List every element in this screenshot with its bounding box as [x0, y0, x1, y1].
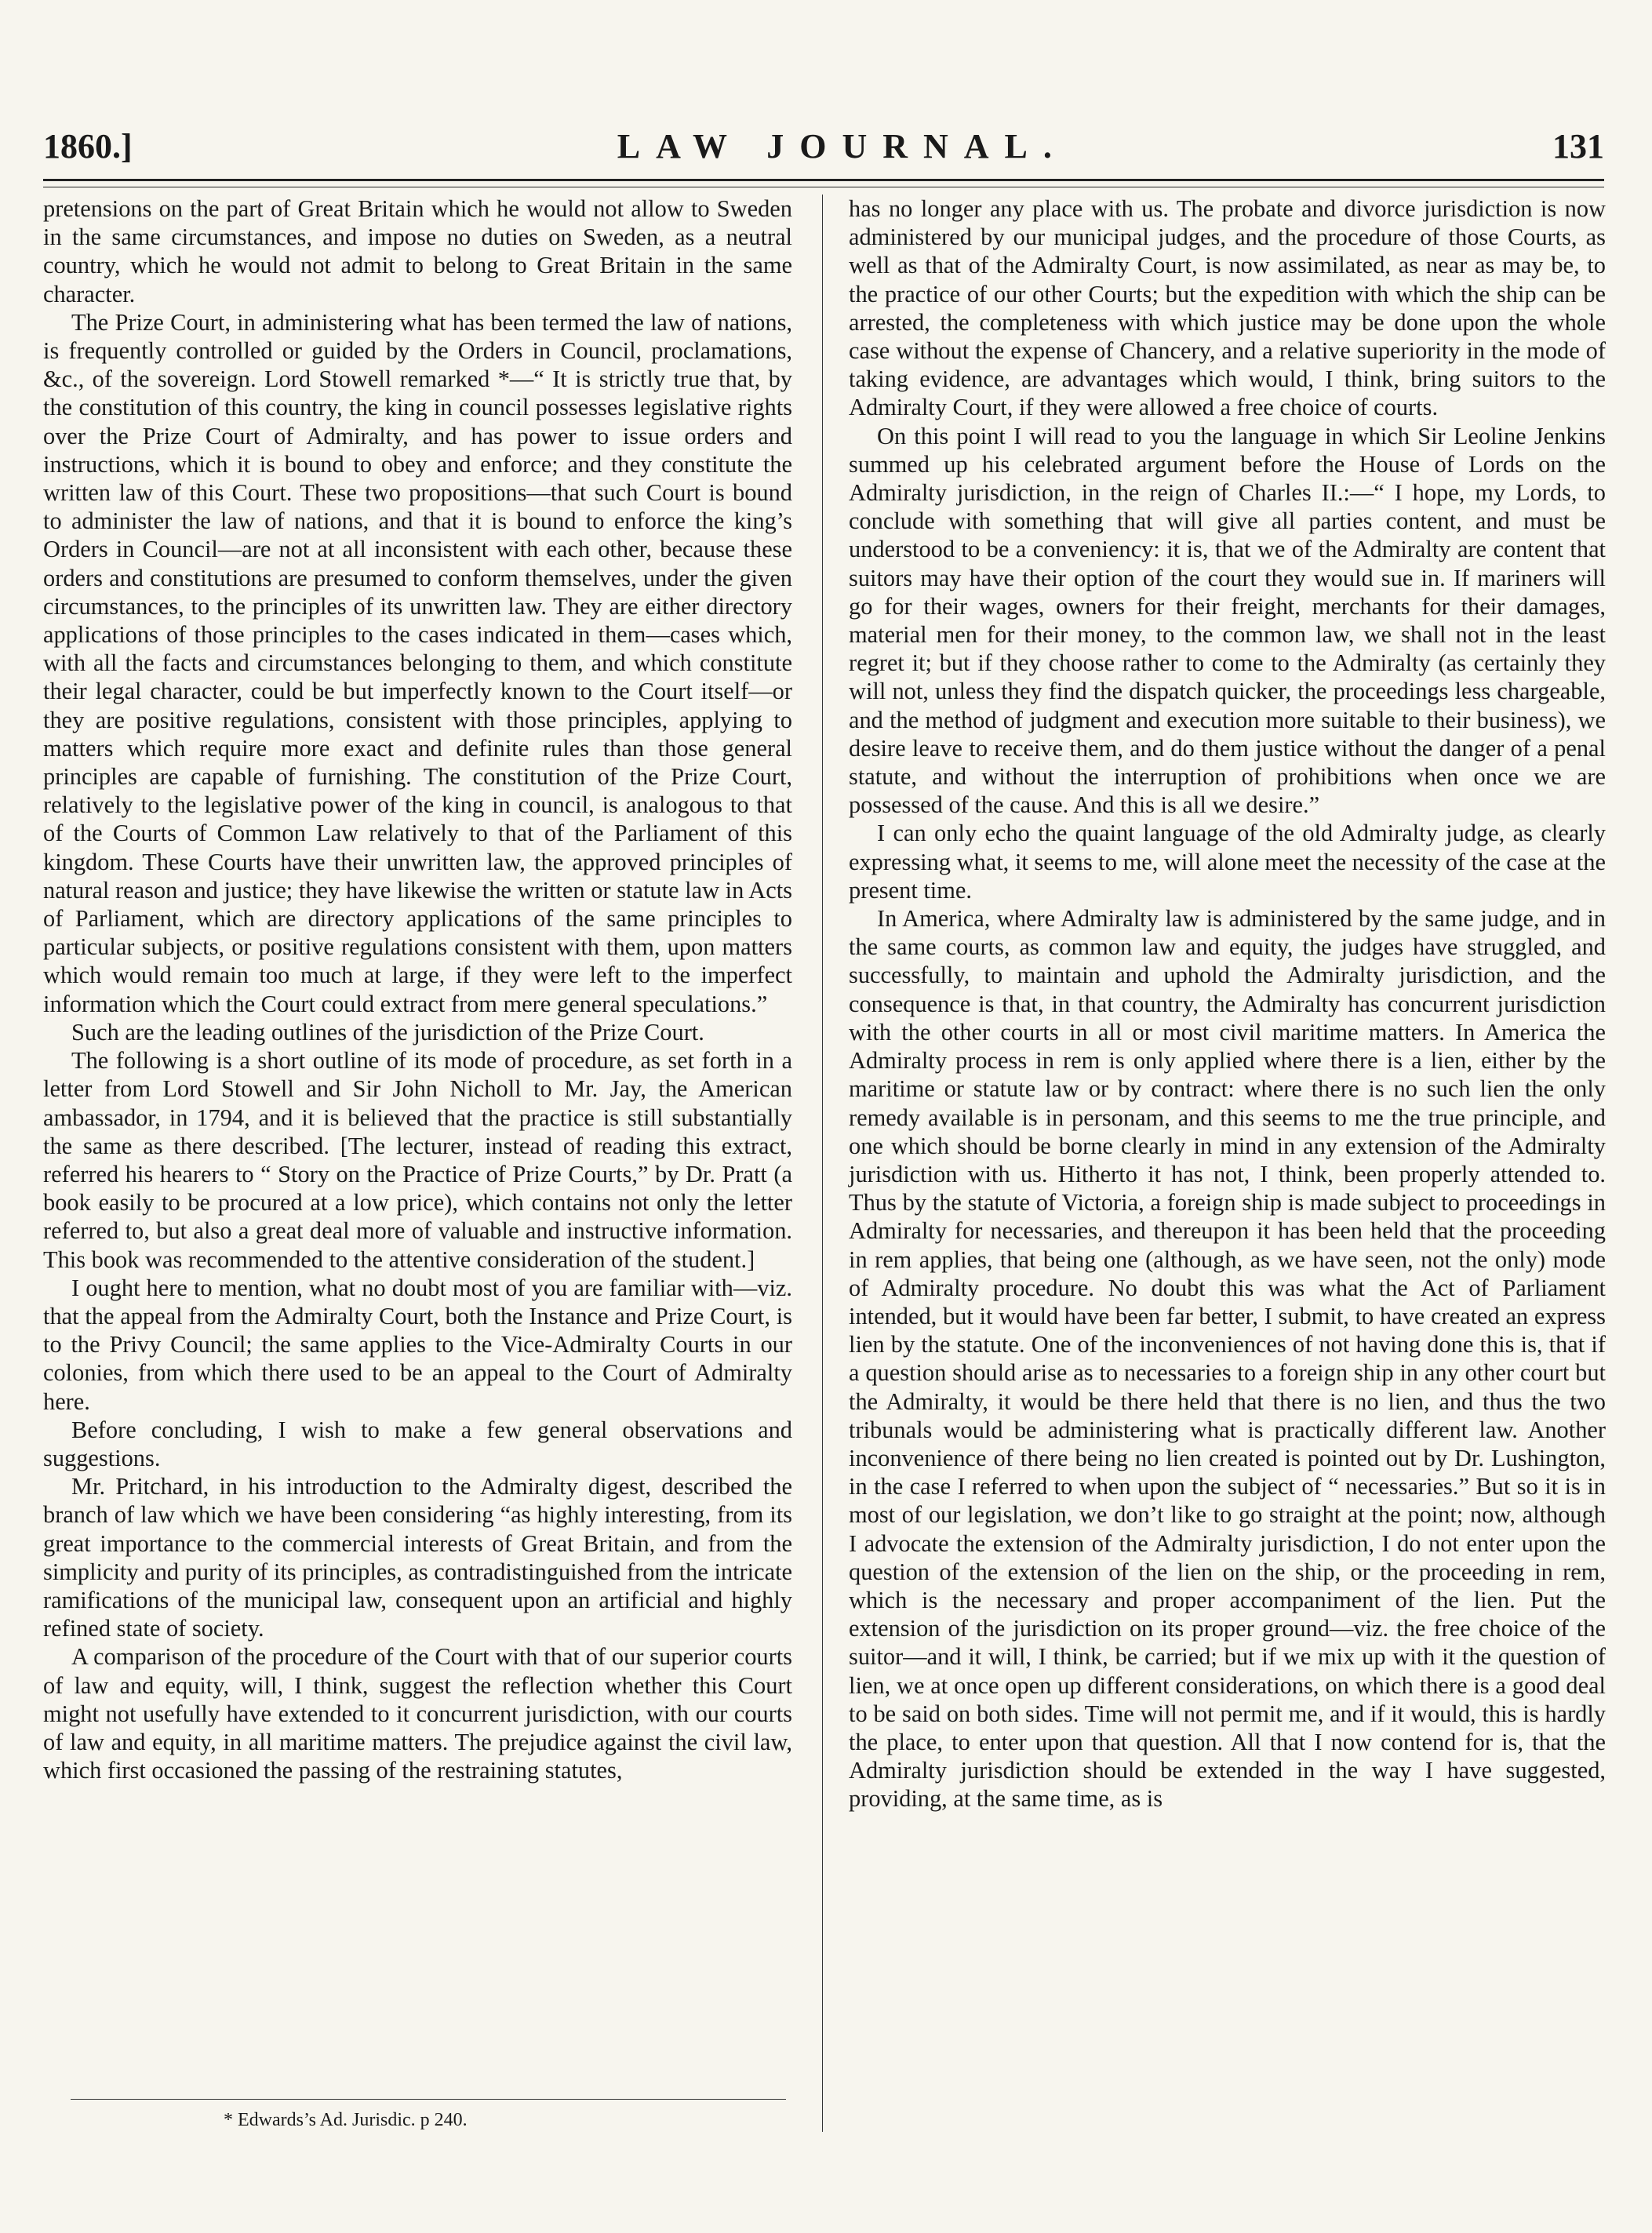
left-paragraph-4: The following is a short outline of its mode of procedure, as set forth in a letter from Lord Stowell and Sir John Nicholl to Mr. Jay, the American ambassador, in 1794, and it is believed that the practice is still substantially the same as there described. [The lecturer, instead of reading this extract, referred his hearers to “ Story on the Practice of Prize Courts,” by Dr. Pratt (a book easily to be procured at a low price), which contains not only the letter referred to, but also a great deal more of valuable and instructive information. This book was recommended to the attentive consideration of the student.] [43, 1047, 792, 1273]
right-paragraph-1: has no longer any place with us. The probate and divorce jurisdiction is now administered by our municipal judges, and the procedure of those Courts, as well as that of the Admiralty Court, is now assimilated, as near as may be, to the practice of our other Courts; but the expedition with which the ship can be arrested, the completeness with which justice may be done upon the whole case without the expense of Chancery, and a relative superiority in the mode of taking evidence, are advantages which would, I think, bring suitors to the Admiralty Court, if they were allowed a free choice of courts. [849, 195, 1606, 421]
page-number: 131 [1552, 126, 1604, 165]
journal-title: LAW JOURNAL. [617, 126, 1068, 165]
left-paragraph-5: I ought here to mention, what no doubt most of you are familiar with—viz. that the appeal from the Admiralty Court, both the Instance and Prize Court, is to the Privy Council; the same applies to the Vice-Admiralty Courts in our colonies, from which there used to be an appeal to the Court of Admiralty here. [43, 1274, 792, 1415]
page-header [43, 118, 1604, 174]
right-paragraph-4: In America, where Admiralty law is administered by the same judge, and in the same courts, as common law and equity, the judges have struggled, and successfully, to maintain and uphold the Admiralty jurisdiction, and the consequence is that, in that country, the Admiralty has concurrent jurisdiction with the other courts in all or most civil maritime matters. In America the Admiralty process in rem is only applied where there is a lien, either by the maritime or statute law or by contract: where there is no such lien the only remedy available is in personam, and this seems to me the true principle, and one which should be borne clearly in mind in any extension of the Admiralty jurisdiction with us. Hitherto it has not, I think, been properly attended to. Thus by the statute of Victoria, a foreign ship is made subject to proceedings in Admiralty for necessaries, and thereupon it has been held that the proceeding in rem applies, that being one (although, as we have seen, not the only) mode of Admiralty procedure. No doubt this was what the Act of Parliament intended, but it would have been far better, I submit, to have created an express lien by the statute. One of the inconveniences of not having done this is, that if a question should arise as to necessaries to a foreign ship in any other court but the Admiralty, it would be there held that there is no lien, and thus the two tribunals would be administering what is practically different law. Another inconvenience of there being no lien created is pointed out by Dr. Lushington, in the case I referred to when upon the subject of “ necessaries.” But so it is in most of our legislation, we don’t like to go straight at the point; now, although I advocate the extension of the Admiralty jurisdiction, I do not enter upon the question of the extension of the lien on the ship, or the proceeding in rem, which is the necessary and proper accompaniment of the lien. Put the extension of the jurisdiction on its proper ground—viz. the free choice of the suitor—and it will, I think, be carried; but if we mix up with it the question of lien, we at once open up different considerations, on which there is a good deal to be said on both sides. Time will not permit me, and if it would, this is hardly the place, to enter upon that question. All that I now contend for is, that the Admiralty jurisdiction should be extended in the way I have suggested, providing, at the same time, as is [849, 905, 1606, 1813]
left-paragraph-8: A comparison of the procedure of the Court with that of our superior courts of law and equity, will, I think, suggest the reflection whether this Court might not usefully have extended to it concurrent jurisdiction, with our courts of law and equity, in all maritime matters. The prejudice against the civil law, which first occasioned the passing of the restraining statutes, [43, 1643, 792, 1784]
right-paragraph-2: On this point I will read to you the language in which Sir Leoline Jenkins summed up his celebrated argument before the House of Lords on the Admiralty jurisdiction, in the reign of Charles II.:—“ I hope, my Lords, to conclude with something that will give all parties content, and must be understood to be a conveniency: it is, that we of the Admiralty are content that suitors may have their option of the court they would sue in. If mariners will go for their wages, owners for their freight, merchants for their damages, material men for their money, to the common law, we shall not in the least regret it; but if they choose rather to come to the Admiralty (as certainly they will not, unless they find the dispatch quicker, the proceedings less chargeable, and the method of judgment and execution more suitable to their business), we desire leave to receive them, and do them justice without the danger of a penal statute, and without the interruption of prohibitions when once we are possessed of the cause. And this is all we desire.” [849, 422, 1606, 819]
right-column [849, 195, 1606, 1813]
left-paragraph-3: Such are the leading outlines of the jurisdiction of the Prize Court. [71, 1018, 704, 1046]
left-paragraph-1: pretensions on the part of Great Britain which he would not allow to Sweden in the same circumstances, and impose no duties on Sweden, as a neutral country, which he would not admit to belong to Great Britain in the same character. [43, 195, 792, 307]
footnote: * Edwards’s Ad. Jurisdic. p 240. [224, 2110, 468, 2130]
left-paragraph-2: The Prize Court, in administering what has been termed the law of nations, is frequently controlled or guided by the Orders in Council, proclamations, &c., of the sovereign. Lord Stowell remarked *—“ It is strictly true that, by the constitution of this country, the king in council possesses legislative rights over the Prize Court of Admiralty, and has power to issue orders and instructions, which it is bound to obey and enforce; and they constitute the written law of this Court. These two propositions—that such Court is bound to administer the law of nations, and that it is bound to enforce the king’s Orders in Council—are not at all inconsistent with each other, because these orders and constitutions are presumed to conform themselves, under the given circumstances, to the principles of its unwritten law. They are either directory applications of those principles to the cases indicated in them—cases which, with all the facts and circumstances belonging to them, and which constitute their legal character, could be but imperfectly known to the Court itself—or they are positive regulations, consistent with those principles, applying to matters which require more exact and definite rules than those general principles are capable of furnishing. The constitution of the Prize Court, relatively to the legislative power of the king in council, is analogous to that of the Courts of Common Law relatively to that of the Parliament of this kingdom. These Courts have their unwritten law, the approved principles of natural reason and justice; they have likewise the written or statute law in Acts of Parliament, which are directory applications of the same principles to particular subjects, or positive regulations consistent with them, upon matters which would remain too much at large, if they were left to the imperfect information which the Court could extract from mere general speculations.” [43, 308, 792, 1017]
left-paragraph-7: Mr. Pritchard, in his introduction to the Admiralty digest, described the branch of law which we have been considering “as highly interesting, from its great importance to the commercial interests of Great Britain, and from the simplicity and purity of its principles, as contradistinguished from the intricate ramifications of the municipal law, consequent upon an artificial and highly refined state of society. [43, 1473, 792, 1642]
left-paragraph-6: Before concluding, I wish to make a few general observations and suggestions. [43, 1416, 792, 1471]
header-year: 1860.] [43, 126, 133, 165]
right-paragraph-3: I can only echo the quaint language of the old Admiralty judge, as clearly expressing what, it seems to me, will alone meet the necessity of the case at the present time. [849, 820, 1606, 904]
footnote-rule [71, 2099, 786, 2100]
column-divider [822, 195, 823, 2132]
left-column [43, 195, 792, 1784]
header-rule [43, 179, 1604, 181]
